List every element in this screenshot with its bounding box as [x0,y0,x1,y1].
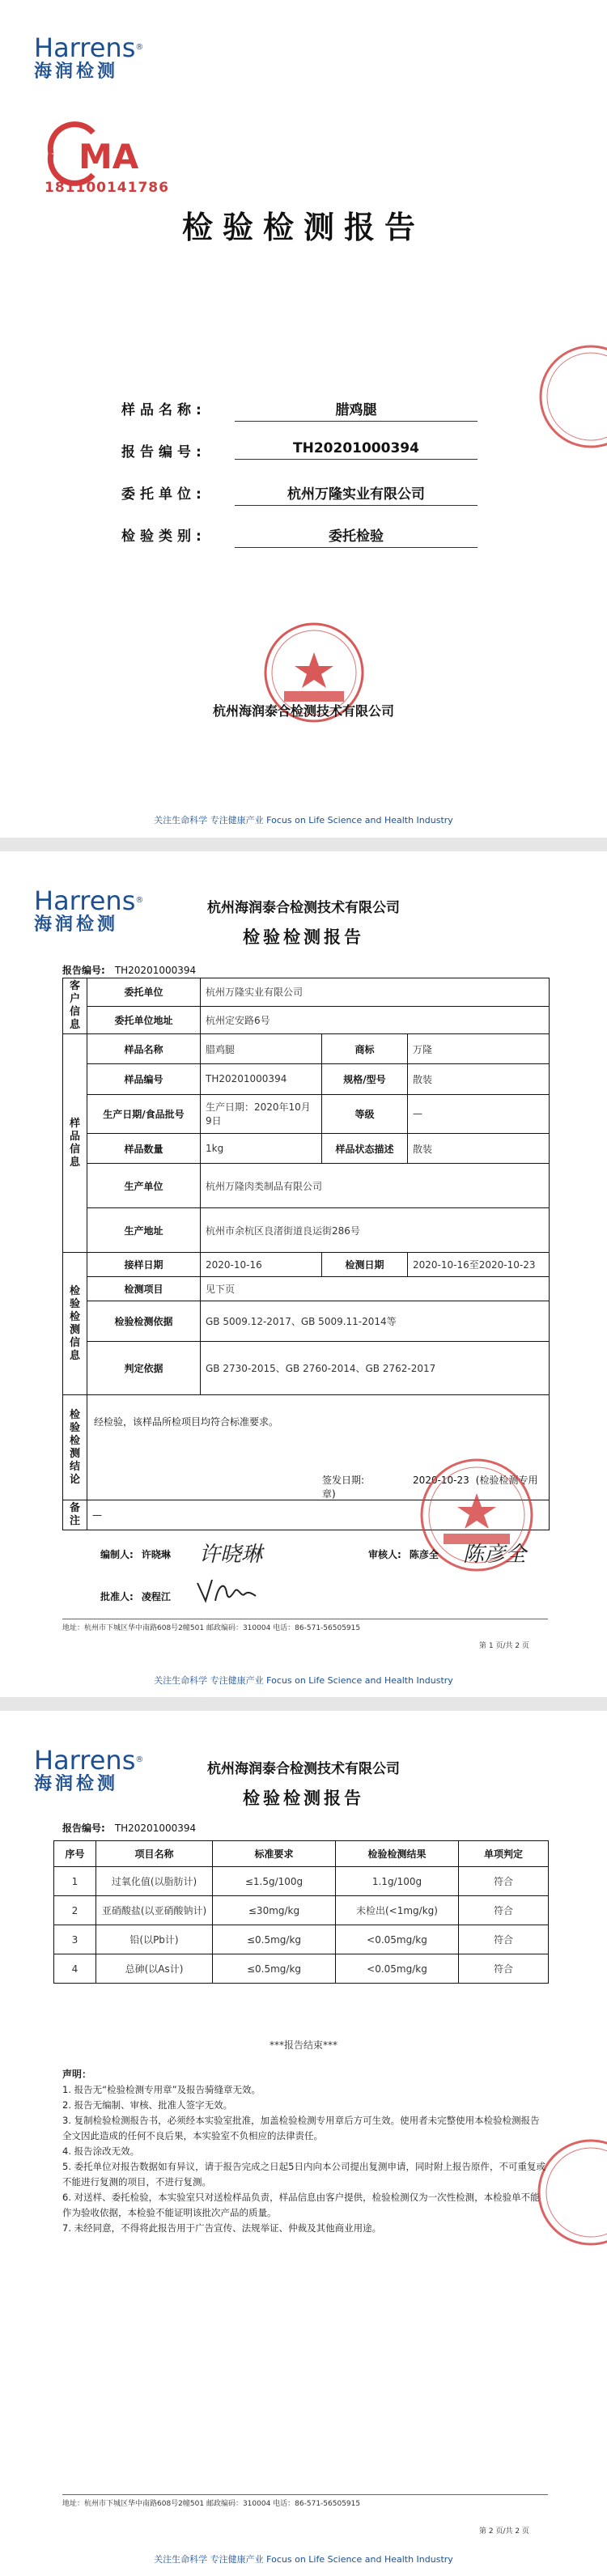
report-title: 检验检测报告 [243,1788,364,1808]
remark-side: 备注 [63,1500,87,1530]
approver [100,1589,171,1603]
report-number-row [121,440,486,465]
test-type-value: 委托检验 [235,524,478,548]
brand-name-cn: 海润检测 [34,1774,119,1794]
test-date-label: 检测日期 [322,1253,408,1277]
address-line: 地址：杭州市下城区华中南路608号2幢501 邮政编码：310004 电话：86-571-56505915 [62,1624,361,1632]
spec-value: 散装 [408,1064,550,1094]
cell-item: 过氧化值(以脂肪计) [96,1867,213,1896]
col-judgement: 单项判定 [459,1841,549,1867]
judge-value: GB 2730-2015、GB 2760-2014、GB 2762-2017 [201,1342,550,1395]
page-number: 第 2 页/共 2 页 [479,2527,529,2536]
compiler [100,1547,171,1561]
client-addr-value: 杭州定安路6号 [201,1006,550,1034]
statement-item: 2. 报告无编制、审核、批准人签字无效。 [62,2099,233,2111]
sample-name-label: 样品名称: [121,402,206,418]
report-title: 检验检测报告 [181,209,425,245]
company-header: 杭州海润泰合检测技术有限公司 [207,1761,400,1777]
sample-name-value: 腊鸡腿 [235,398,478,422]
grade-value: — [408,1094,550,1134]
reviewer [368,1547,439,1561]
sample-info-side: 样品信息 [63,1034,87,1253]
judge-label: 判定依据 [87,1342,201,1395]
brand-label: 商标 [322,1034,408,1064]
compiler-name: 许晓琳 [141,1549,171,1560]
cell-judgement: 符合 [459,1867,549,1896]
statement-item: 7. 未经同意，不得将此报告用于广告宣传、法规举证、仲裁及其他商业用途。 [62,2222,382,2234]
producer-label: 生产单位 [87,1164,201,1208]
producer-addr-value: 杭州市余杭区良渚街道良运街286号 [201,1208,550,1253]
report-number-value: TH20201000394 [114,1823,197,1834]
report-page-1 [0,851,607,1697]
compiler-signature: 许晓琳 [199,1543,263,1567]
registered-mark: ® [135,43,144,52]
sample-name-label: 样品名称 [87,1034,201,1064]
report-page-2 [0,1711,607,2576]
spec-label: 规格/型号 [322,1064,408,1094]
cma-mark-icon [45,121,166,186]
report-number-label: 报告编号: [62,1823,105,1834]
basis-label: 检验检测依据 [87,1301,201,1342]
reviewer-signature: 陈彦全 [463,1543,527,1567]
report-number [62,1821,196,1835]
table-row [54,1867,549,1896]
recv-date-label: 接样日期 [87,1253,201,1277]
prod-date-label: 生产日期/食品批号 [87,1094,201,1134]
client-label: 委托单位: [121,486,206,503]
brand-value: 万隆 [408,1034,550,1064]
cma-number: 181100141786 [45,180,169,196]
producer-addr-label: 生产地址 [87,1208,201,1253]
cell-result: 未检出(<1mg/kg) [336,1896,459,1925]
statement-title: 声明： [62,2069,92,2080]
client-row [121,482,486,507]
footer-slogan: 关注生命科学 专注健康产业 Focus on Life Science and Health Industry [154,815,453,825]
company-header: 杭州海润泰合检测技术有限公司 [207,900,400,916]
cell-judgement: 符合 [459,1896,549,1925]
issue-date-label: 签发日期: [322,1475,365,1486]
cell-result: <0.05mg/kg [336,1954,459,1984]
brand-name-en: Harrens [34,32,136,63]
items-label: 检测项目 [87,1277,201,1301]
results-header-row [54,1841,549,1867]
address-divider [62,2494,548,2495]
table-row [54,1954,549,1984]
table-row [54,1896,549,1925]
brand-name-en: Harrens [34,1745,136,1776]
state-label: 样品状态描述 [322,1134,408,1164]
cell-no: 3 [54,1925,96,1954]
statement-item: 3. 复制检验检测报告书，必须经本实验室批准，加盖检验检测专用章后方可生效。使用者未完整使用本检验检测报告全文因此造成的任何不良后果，本实验室不负相应的法律责任。 [62,2115,540,2141]
cell-no: 4 [54,1954,96,1984]
footer-slogan: 关注生命科学 专注健康产业 Focus on Life Science and Health Industry [154,1675,453,1686]
cell-item: 亚硝酸盐(以亚硝酸钠计) [96,1896,213,1925]
test-type-label: 检验类别: [121,528,206,545]
producer-value: 杭州万隆肉类制品有限公司 [201,1164,550,1208]
results-table [53,1840,549,1984]
col-no: 序号 [54,1841,96,1867]
col-standard: 标准要求 [213,1841,336,1867]
prod-date-value: 生产日期：2020年10月9日 [201,1094,322,1134]
col-result: 检验检测结果 [336,1841,459,1867]
report-title: 检验检测报告 [243,927,364,947]
cell-result: 1.1g/100g [336,1867,459,1896]
sample-no-label: 样品编号 [87,1064,201,1094]
conclusion-side: 检验检测结论 [63,1395,87,1500]
address-line: 地址：杭州市下城区华中南路608号2幢501 邮政编码：310004 电话：86-571-56505915 [62,2500,361,2508]
client-unit-label: 委托单位 [87,978,201,1007]
cell-standard: ≤0.5mg/kg [213,1925,336,1954]
statement-item: 4. 报告涂改无效。 [62,2145,140,2157]
brand-name-cn: 海润检测 [34,62,119,82]
cell-item: 铅(以Pb计) [96,1925,213,1954]
client-info-side: 客户信息 [63,978,87,1034]
statement-item: 6. 对送样、委托检验，本实验室只对送检样品负责，样品信息由客户提供，检验检测仅为一次性检测，本检验单不能作为验收依据，本检验不能证明该批次产品的质量。 [62,2192,540,2218]
cell-no: 1 [54,1867,96,1896]
cma-letters: MA [79,137,139,176]
remark-value: — [87,1500,550,1530]
report-end-marker: ***报告结束*** [269,2039,337,2051]
issue-note: (检验检测专用章) [322,1475,538,1500]
conclusion-text: 经检验，该样品所检项目均符合标准要求。 [94,1416,279,1428]
cell-item: 总砷(以As计) [96,1954,213,1984]
basis-value: GB 5009.12-2017、GB 5009.11-2014等 [201,1301,550,1342]
cell-standard: ≤0.5mg/kg [213,1954,336,1984]
report-info-table [62,978,550,1530]
issuing-company: 杭州海润泰合检测技术有限公司 [212,703,394,719]
items-value: 见下页 [201,1277,550,1301]
approver-name: 凌程江 [141,1591,171,1602]
compiler-label: 编制人: [100,1549,134,1560]
approver-signature-icon [194,1577,259,1606]
page-number: 第 1 页/共 2 页 [479,1642,529,1650]
statement-item: 1. 报告无“检验检测专用章”及报告骑缝章无效。 [62,2084,261,2095]
report-number-label: 报告编号: [62,965,105,976]
sample-name-value: 腊鸡腿 [201,1034,322,1064]
report-number-value: TH20201000394 [235,440,478,460]
cell-judgement: 符合 [459,1925,549,1954]
brand-name-en: Harrens [34,885,136,916]
state-value: 散装 [408,1134,550,1164]
reviewer-label: 审核人: [368,1549,401,1560]
sample-name-row [121,398,486,422]
client-addr-label: 委托单位地址 [87,1006,201,1034]
cell-standard: ≤30mg/kg [213,1896,336,1925]
cover-page [0,0,607,838]
report-number-label: 报告编号: [121,444,206,460]
test-type-row [121,524,486,549]
col-item: 项目名称 [96,1841,213,1867]
statement-section [62,2067,548,2236]
issue-date-value: 2020-10-23 [413,1475,469,1486]
registered-mark: ® [135,1755,144,1764]
approver-label: 批准人: [100,1591,134,1602]
reviewer-name: 陈彦全 [409,1549,439,1560]
grade-label: 等级 [322,1094,408,1134]
qty-value: 1kg [201,1134,322,1164]
client-unit-value: 杭州万隆实业有限公司 [201,978,550,1007]
qty-label: 样品数量 [87,1134,201,1164]
sample-no-value: TH20201000394 [201,1064,322,1094]
test-date-value: 2020-10-16至2020-10-23 [408,1253,550,1277]
edge-seal-icon [526,340,607,453]
cell-judgement: 符合 [459,1954,549,1984]
statement-item: 5. 委托单位对报告数据如有异议，请于报告完成之日起5日内向本公司提出复测申请，同时附上报告原件，不可重复或不能进行复测的项目，不进行复测。 [62,2161,545,2188]
brand-name-cn: 海润检测 [34,915,119,935]
brand-logo [34,34,143,83]
footer-slogan: 关注生命科学 专注健康产业 Focus on Life Science and Health Industry [154,2554,453,2565]
test-info-side: 检验检测信息 [63,1253,87,1395]
report-number-value: TH20201000394 [114,965,197,976]
cell-no: 2 [54,1896,96,1925]
cell-result: <0.05mg/kg [336,1925,459,1954]
client-value: 杭州万隆实业有限公司 [235,482,478,506]
registered-mark: ® [135,896,144,905]
table-row [54,1925,549,1954]
cell-standard: ≤1.5g/100g [213,1867,336,1896]
report-number [62,963,196,977]
recv-date-value: 2020-10-16 [201,1253,322,1277]
